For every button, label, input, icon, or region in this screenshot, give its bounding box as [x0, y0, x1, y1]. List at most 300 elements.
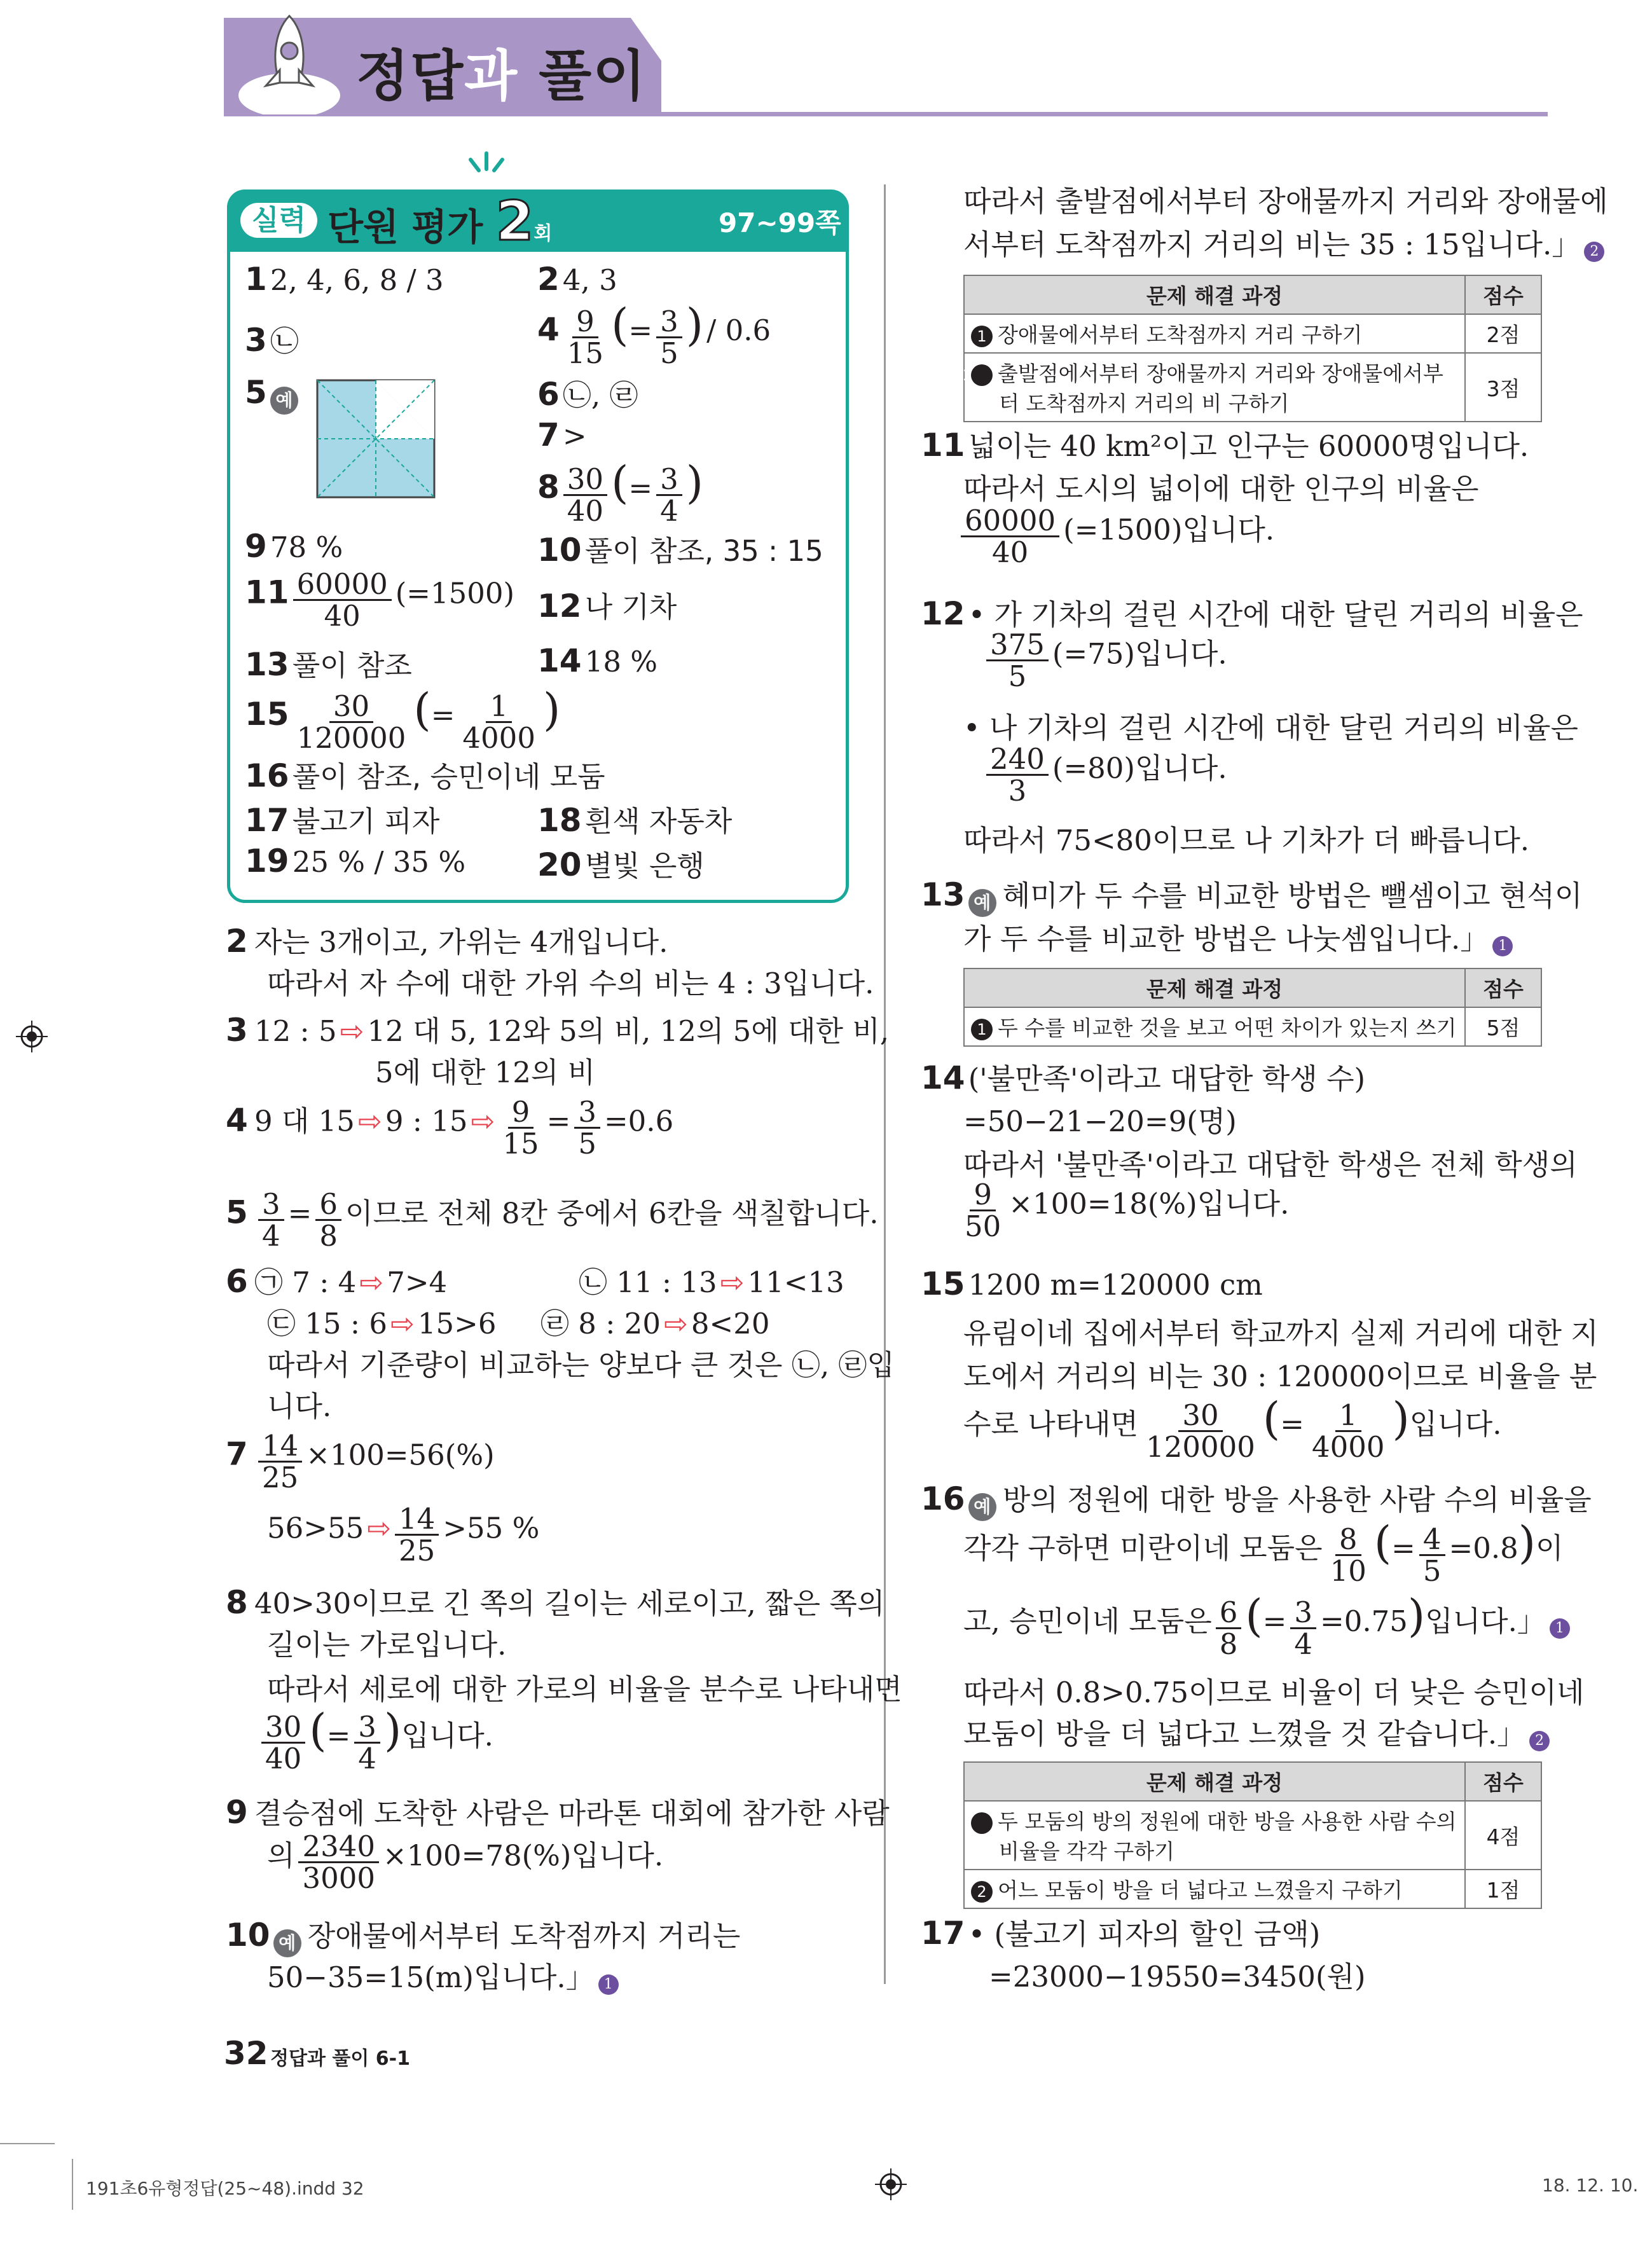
answer-10: [537, 528, 823, 569]
answer-text: (=1500): [395, 576, 515, 610]
table-header: 문제 해결 과정: [964, 1762, 1465, 1801]
answer-number: 2: [537, 261, 560, 298]
numerator: 30: [329, 691, 373, 723]
numerator: 8: [1335, 1524, 1361, 1556]
solution-number: 6: [226, 1263, 248, 1300]
numerator: 1: [486, 691, 512, 723]
arrow-icon: ⇨: [358, 1104, 382, 1138]
solution-10: [226, 1913, 740, 1957]
table-cell: 5점: [1465, 1007, 1541, 1046]
solution-7: [226, 1431, 495, 1493]
solution-text: ㉢ 15 : 6: [267, 1307, 387, 1340]
fraction: [656, 304, 682, 370]
solution-text: 15>6: [417, 1307, 497, 1340]
solution-text: =50−21−20=9(명): [963, 1105, 1237, 1138]
box-title-text: 단원 평가: [327, 205, 483, 249]
answer-number: 12: [537, 588, 582, 624]
solution-text: 결승점에 도착한 사람은 마라톤 대회에 참가한 사람: [254, 1796, 890, 1830]
solution-9: [226, 1790, 890, 1831]
solution-number: 5: [226, 1194, 248, 1231]
fraction: [258, 1431, 302, 1493]
solution-text: 따라서 75<80이므로 나 기차가 더 빠릅니다.: [963, 823, 1530, 857]
solution-text: 각각 구하면 미란이네 모둠은: [963, 1531, 1323, 1565]
table-header: 점수: [1465, 968, 1541, 1007]
answer-number: 15: [245, 696, 289, 733]
solution-text: =0.75: [1320, 1604, 1408, 1638]
step-marker: 1: [971, 1812, 993, 1834]
solution-text: ×100=78(%)입니다.: [383, 1838, 664, 1873]
answer-7: [537, 417, 587, 453]
solution-15: [921, 1265, 1263, 1302]
table-header: 점수: [1465, 1762, 1541, 1801]
solution-16b: 각각 구하면 미란이네 모둠은 $\frac{8}{10}$ (= $\frac{4}{5}$ =0.8)이: [963, 1517, 1564, 1588]
denominator: 4: [1294, 1627, 1312, 1661]
fraction: [563, 304, 607, 370]
answer-17: [245, 798, 439, 839]
solution-11: [921, 423, 1529, 464]
arrow-icon: ⇨: [367, 1511, 392, 1545]
table-header: 문제 해결 과정: [964, 275, 1465, 314]
answer-13: [245, 642, 412, 684]
answer-text: 18 %: [584, 645, 658, 679]
crop-mark: [0, 2143, 55, 2144]
table-row: [964, 353, 1541, 422]
denominator: 4: [660, 494, 678, 528]
answer-text: 풀이 참조, 승민이네 모둠: [292, 760, 605, 794]
solution-13: [921, 872, 1582, 917]
equals: =: [1262, 1604, 1287, 1638]
fraction: [499, 1097, 542, 1159]
solution-16d: [963, 1711, 1550, 1752]
arrow-icon: ⇨: [359, 1265, 384, 1299]
denominator: 8: [319, 1219, 338, 1253]
numerator: 3: [354, 1712, 380, 1744]
fraction: [258, 1189, 284, 1251]
denominator: 3: [1008, 774, 1027, 808]
solution-3: [226, 1008, 889, 1049]
fraction: [1290, 1597, 1316, 1660]
fraction: [298, 1831, 379, 1894]
solution-text: 8<20: [691, 1307, 770, 1340]
fraction: [961, 506, 1059, 568]
solution-text: 모둠이 방을 더 넓다고 느꼈을 것 같습니다.」: [963, 1717, 1526, 1751]
table-row: [964, 1870, 1541, 1908]
solution-text: ×100=18(%)입니다.: [1008, 1187, 1290, 1221]
denominator: 25: [261, 1461, 299, 1495]
denominator: 3000: [302, 1861, 376, 1896]
table-row: [964, 1007, 1541, 1046]
title-part: 정답: [356, 45, 465, 108]
step-marker: 2: [1584, 242, 1604, 262]
equals: =: [287, 1196, 312, 1230]
solution-7b: [267, 1504, 539, 1566]
fraction: [315, 1189, 341, 1251]
fraction: [1308, 1400, 1389, 1463]
answer-number: 3: [245, 322, 267, 359]
solution-number: 15: [921, 1265, 965, 1302]
solution-14b: [957, 1180, 1289, 1242]
table-cell: 출발점에서부터 장애물까지 거리와 장애물에서부터 도착점까지 거리의 비 구하기: [998, 361, 1443, 416]
box-tag: [240, 197, 317, 238]
answer-text: 2, 4, 6, 8 / 3: [270, 263, 444, 297]
solution-8: [226, 1580, 885, 1622]
solution-text: (=1500)입니다.: [1063, 513, 1275, 547]
fraction: [293, 569, 392, 631]
equals: =: [546, 1104, 571, 1138]
answer-number: 4: [537, 311, 560, 348]
answer-5: [245, 374, 305, 415]
solution-text: =0.6: [603, 1104, 674, 1138]
step-marker: 1: [598, 1974, 619, 1995]
numerator: 14: [258, 1431, 302, 1463]
solution-text: 도에서 거리의 비는 30 : 120000이므로 비율을 분: [963, 1360, 1597, 1393]
answer-4: 4 $\frac{9}{15}$ (= $\frac{3}{5}$ ) / 0.6: [537, 299, 771, 370]
fraction: [986, 744, 1049, 806]
sparkle-icon: [461, 150, 512, 182]
fraction: [261, 1709, 305, 1775]
solution-number: 12: [921, 595, 965, 632]
solution-16: [921, 1477, 1592, 1521]
answer-text: 4, 3: [562, 263, 617, 297]
denominator: 10: [1330, 1554, 1366, 1588]
solution-text: 따라서 자 수에 대한 가위 수의 비는 4 : 3입니다.: [267, 967, 874, 1000]
solution-text: 11<13: [747, 1265, 844, 1299]
denominator: 15: [567, 336, 604, 370]
answer-text: >: [562, 419, 587, 453]
answer-14: [537, 642, 657, 679]
solution-text: 12 : 5: [254, 1014, 337, 1048]
solution-13b: [963, 916, 1513, 957]
example-badge: 예: [270, 387, 298, 415]
solution-text: 따라서 0.8>0.75이므로 비율이 더 낮은 승민이네: [963, 1676, 1585, 1709]
registration-mark-icon: [875, 2168, 907, 2200]
denominator: 5: [578, 1127, 596, 1161]
solution-text: 7>4: [387, 1265, 448, 1299]
file-name: 191초6유형정답(25~48).indd 32: [86, 2178, 364, 2199]
answer-number: 19: [245, 843, 289, 879]
grid-figure: [316, 379, 436, 499]
fraction: [293, 691, 410, 754]
answer-2: [537, 261, 617, 298]
table-header: 점수: [1465, 275, 1541, 314]
solution-6: [226, 1259, 447, 1300]
answer-number: 14: [537, 642, 582, 679]
table-cell: 1점: [1465, 1870, 1541, 1908]
answer-number: 20: [537, 846, 582, 883]
table-cell: 4점: [1465, 1801, 1541, 1870]
solution-text: 9 : 15: [385, 1104, 468, 1138]
solution-text: ('불만족'이라고 대답한 학생 수): [968, 1062, 1366, 1096]
numerator: 60000: [961, 506, 1059, 537]
solution-text: ㉡ 11 : 13: [579, 1265, 717, 1299]
numerator: 3: [656, 307, 682, 338]
table-cell: 3점: [1465, 353, 1541, 422]
answer-number: 13: [245, 646, 289, 683]
example-badge: 예: [968, 1493, 996, 1521]
title-part: 과: [464, 45, 519, 108]
denominator: 120000: [296, 721, 406, 755]
scoring-table-1: [963, 275, 1542, 422]
solution-text: ×100=56(%): [306, 1438, 495, 1472]
scoring-table-3: [963, 1761, 1542, 1909]
answer-number: 11: [245, 574, 289, 611]
answer-number: 16: [245, 757, 289, 794]
answer-text: 풀이 참조: [292, 649, 412, 682]
solution-number: 16: [921, 1480, 965, 1517]
solution-17: [921, 1911, 1320, 1952]
numerator: 30: [1178, 1400, 1222, 1432]
solution-text: >55 %: [443, 1511, 540, 1545]
solution-text: 따라서 '불만족'이라고 대답한 학생은 전체 학생의: [963, 1148, 1578, 1182]
example-badge: 예: [273, 1929, 301, 1957]
answer-number: 17: [245, 802, 289, 839]
denominator: 4000: [1311, 1430, 1385, 1464]
solution-number: 10: [226, 1917, 270, 1953]
box-pages: 97~99쪽: [719, 207, 841, 238]
solution-text: 입니다.」: [1425, 1604, 1546, 1638]
equals: =: [326, 1719, 351, 1753]
arrow-icon: ⇨: [390, 1307, 415, 1340]
arrow-icon: ⇨: [720, 1265, 745, 1299]
scoring-table-2: [963, 968, 1542, 1047]
answer-text: 불고기 피자: [292, 804, 440, 838]
numerator: 6: [1216, 1597, 1242, 1629]
answer-text: 별빛 은행: [584, 849, 705, 883]
numerator: 4: [1419, 1524, 1445, 1556]
denominator: 4: [358, 1742, 376, 1775]
table-cell: 두 수를 비교한 것을 보고 어떤 차이가 있는지 쓰기: [998, 1016, 1457, 1040]
denominator: 4: [261, 1219, 280, 1253]
table-header: 문제 해결 과정: [964, 968, 1465, 1007]
fraction: [574, 1097, 600, 1159]
solution-text: 이므로 전체 8칸 중에서 6칸을 색칠합니다.: [345, 1196, 879, 1230]
solution-12: [921, 591, 1583, 633]
numerator: 30: [261, 1712, 305, 1744]
solution-text: 5에 대한 12의 비: [375, 1056, 596, 1089]
crop-mark: [72, 2159, 73, 2210]
solution-text: 56>55: [267, 1511, 364, 1545]
answer-text: ㉡, ㉣: [562, 378, 638, 412]
answer-text: 25 % / 35 %: [292, 845, 466, 879]
answer-text: 풀이 참조, 35 : 15: [584, 534, 823, 568]
denominator: 40: [567, 494, 604, 528]
page-title: [356, 32, 647, 111]
solution-text: =23000−19550=3450(원): [989, 1960, 1366, 1994]
numerator: 30: [563, 464, 607, 496]
step-marker: 1: [1492, 936, 1513, 956]
box-tag-label: 실력: [240, 203, 317, 238]
table-cell: 장애물에서부터 도착점까지 거리 구하기: [998, 322, 1363, 347]
solution-text: ㉣ 8 : 20: [540, 1307, 661, 1340]
step-marker: 1: [971, 326, 993, 347]
solution-text: 혜미가 두 수를 비교한 방법은 뺄셈이고 현석이: [1002, 879, 1583, 913]
solution-text: 따라서 기준량이 비교하는 양보다 큰 것은 ㉡, ㉣입: [267, 1348, 895, 1382]
solution-number: 2: [226, 923, 248, 960]
solution-2: [226, 919, 668, 960]
denominator: 5: [1008, 659, 1027, 694]
solution-text: 넓이는 40 km²이고 인구는 60000명입니다.: [968, 429, 1529, 463]
answer-18: [537, 798, 732, 839]
fraction: [1419, 1524, 1445, 1587]
fraction: [354, 1709, 380, 1775]
solution-text: 입니다.: [1409, 1407, 1502, 1441]
solution-text: ㉠ 7 : 4: [254, 1265, 357, 1299]
fraction: [1216, 1597, 1242, 1660]
solution-text: (=75)입니다.: [1052, 637, 1227, 671]
table-cell: 어느 모둠이 방을 더 넓다고 느꼈을지 구하기: [998, 1878, 1403, 1903]
arrow-icon: ⇨: [471, 1104, 495, 1138]
fraction: [1326, 1524, 1370, 1587]
solution-text: 장애물에서부터 도착점까지 거리는: [307, 1919, 741, 1953]
answer-number: 1: [245, 261, 267, 298]
numerator: 14: [395, 1504, 439, 1536]
solution-5: [226, 1189, 879, 1251]
table-row: [964, 1801, 1541, 1870]
numerator: 2340: [298, 1831, 379, 1863]
step-marker: 1: [971, 1019, 993, 1040]
solution-number: 4: [226, 1101, 248, 1139]
header-rule: [224, 112, 1548, 116]
solution-12c: [982, 744, 1227, 806]
solution-text: (=80)입니다.: [1052, 751, 1227, 785]
solution-text: 따라서 세로에 대한 가로의 비율을 분수로 나타내면: [267, 1672, 902, 1706]
solution-text: 이: [1536, 1531, 1564, 1565]
answer-20: [537, 843, 705, 884]
solution-8-fraction: $\frac{30}{40}$ (= $\frac{3}{4}$ )입니다.: [258, 1704, 493, 1774]
solution-number: 14: [921, 1059, 965, 1096]
answer-text: 흰색 자동차: [584, 804, 733, 838]
numerator: 60000: [293, 569, 392, 601]
numerator: 3: [574, 1097, 600, 1129]
solution-4: [226, 1097, 673, 1159]
fraction: [395, 1504, 439, 1566]
numerator: 6: [315, 1189, 341, 1221]
box-round: 2: [495, 189, 534, 253]
solution-6c: [267, 1300, 496, 1342]
solution-text: 가 두 수를 비교한 방법은 나눗셈입니다.」: [963, 922, 1489, 956]
answer-number: 5: [245, 374, 267, 411]
answer-number: 7: [537, 417, 560, 453]
answer-6: [537, 372, 638, 413]
solution-text: 서부터 도착점까지 거리의 비는 35 : 15입니다.」: [963, 228, 1581, 261]
footer-label: 정답과 풀이 6-1: [270, 2048, 410, 2070]
step-marker: 2: [1529, 1731, 1550, 1751]
numerator: 9: [508, 1097, 534, 1129]
denominator: 40: [265, 1742, 302, 1775]
rocket-icon: [235, 6, 343, 114]
answer-19: [245, 843, 465, 879]
numerator: 240: [986, 744, 1049, 776]
solution-text: 40>30이므로 긴 쪽의 길이는 세로이고, 짧은 쪽의: [254, 1587, 885, 1620]
numerator: 3: [656, 464, 682, 496]
title-part: 풀이: [518, 45, 647, 108]
fraction: [986, 630, 1049, 692]
answer-number: 10: [537, 532, 582, 568]
example-badge: 예: [968, 889, 996, 917]
fraction: [1142, 1400, 1259, 1463]
denominator: 40: [324, 599, 361, 633]
solution-text: 따라서 출발점에서부터 장애물까지 거리와 장애물에: [963, 184, 1608, 218]
solution-text: 9 대 15: [254, 1104, 355, 1138]
equals: =: [628, 313, 653, 347]
solution-10c: [963, 221, 1604, 263]
solution-15b: 수로 나타내면 $\frac{30}{120000}$ (= $\frac{1}{4000}$ )입니다.: [963, 1393, 1502, 1464]
table-row: [964, 314, 1541, 353]
solution-10b: [267, 1954, 619, 1995]
solution-6b: [579, 1259, 844, 1300]
solution-16c: 고, 승민이네 모둠은 $\frac{6}{8}$ (= $\frac{3}{4}$ =0.75)입니다.」 1: [963, 1590, 1570, 1659]
solution-12b: [982, 630, 1227, 692]
table-cell: 두 모둠의 방의 정원에 대한 방을 사용한 사람 수의 비율을 각각 구하기: [998, 1809, 1457, 1864]
solution-11b: [957, 506, 1274, 568]
step-marker: 2: [971, 364, 993, 386]
column-divider: [884, 184, 886, 1984]
box-title: [327, 189, 552, 253]
table-cell: 2점: [1465, 314, 1541, 353]
answer-3: [245, 318, 299, 359]
print-date: 18. 12. 10.: [1542, 2175, 1639, 2196]
solution-number: 9: [226, 1794, 248, 1831]
denominator: 25: [399, 1534, 436, 1568]
solution-number: 13: [921, 876, 965, 913]
answer-number: 18: [537, 802, 582, 839]
answer-number: 9: [245, 528, 267, 565]
denominator: 4000: [462, 721, 535, 755]
step-marker: 2: [971, 1881, 993, 1903]
solution-number: 7: [226, 1435, 248, 1473]
solution-text: 유림이네 집에서부터 학교까지 실제 거리에 대한 지: [963, 1316, 1599, 1350]
solution-text: • 가 기차의 걸린 시간에 대한 달린 거리의 비율은: [968, 598, 1583, 631]
equals: =: [1391, 1531, 1415, 1565]
fraction: [961, 1180, 1005, 1242]
solution-text: 입니다.: [401, 1719, 493, 1753]
solution-number: 3: [226, 1012, 248, 1049]
solution-text: • 나 기차의 걸린 시간에 대한 달린 거리의 비율은: [963, 711, 1578, 745]
answer-16: [245, 754, 605, 795]
fraction: [458, 691, 539, 754]
solution-text: 자는 3개이고, 가위는 4개입니다.: [254, 925, 668, 959]
box-round-suffix: 회: [533, 223, 553, 245]
numerator: 9: [572, 307, 598, 338]
denominator: 120000: [1146, 1430, 1255, 1464]
equals: =: [628, 471, 653, 505]
denominator: 5: [1422, 1554, 1442, 1588]
solution-text: 수로 나타내면: [963, 1407, 1139, 1441]
page-number: 32: [224, 2035, 268, 2072]
solution-text: 길이는 가로입니다.: [267, 1628, 507, 1662]
denominator: 50: [965, 1209, 1002, 1244]
answer-12: [537, 584, 677, 625]
solution-text: 방의 정원에 대한 방을 사용한 사람 수의 비율을: [1002, 1483, 1592, 1517]
step-marker: 1: [1550, 1618, 1570, 1639]
answer-number: 6: [537, 376, 560, 413]
solution-number: 11: [921, 427, 965, 464]
answer-text: 78 %: [270, 530, 343, 564]
fraction: [656, 464, 682, 527]
numerator: 375: [986, 630, 1049, 661]
answer-9: [245, 528, 343, 565]
registration-mark-icon: [16, 1021, 48, 1052]
equals: =: [1280, 1407, 1304, 1441]
answer-text: / 0.6: [706, 313, 771, 347]
denominator: 5: [660, 336, 678, 370]
arrow-icon: ⇨: [340, 1014, 364, 1048]
solution-14: [921, 1056, 1365, 1097]
numerator: 3: [258, 1189, 284, 1221]
answer-15: 15 $\frac{30}{120000}$ (= $\frac{1}{4000}$ ): [245, 684, 561, 755]
denominator: 40: [991, 535, 1029, 570]
answer-text: 나 기차: [584, 590, 677, 624]
